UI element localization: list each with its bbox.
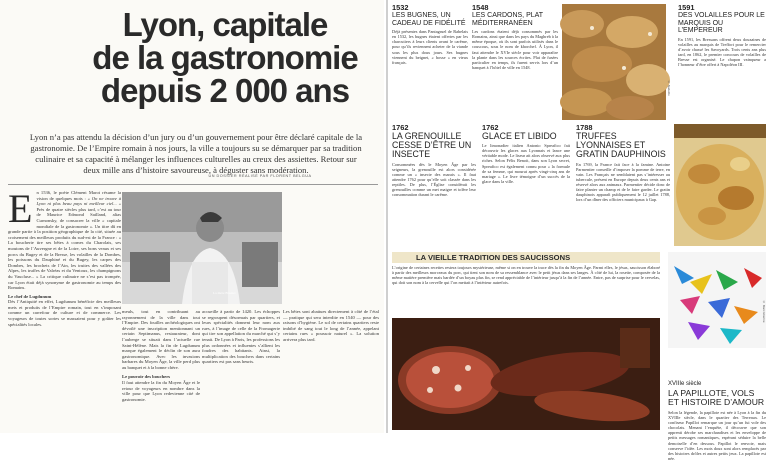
box-text: Déjà présentes dans Pantagruel de Rabelais en 1532, les bugnes étaient offertes par les charcutiers à leurs clients avant le carême, pour qu’ils reviennent acheter de la viande sous les plus doux jours. Ses bugnes viennent du beignet, « bosse » en vieux français.: [392, 29, 468, 65]
mere-brazier-photo: [122, 192, 282, 304]
bugnes-photo: [562, 4, 666, 120]
box-text: En 1769, la France fait face à la famine. Antoine Parmentier conseille d’imposer la pomme de terre, en vain. Les Français ne semblaient pas s’intéresser au tubercule, présent en Europe depuis deux cents ans et réservé alors aux animaux. Parmentier décide donc de faire planter un champ et de le faire garder. Le gratin dauphinois apparaît publiquement le 12 juillet 1788, lors d’un dîner des officiers municipaux à Gap.: [576, 161, 670, 203]
box-title: DES VOLAILLES POUR LE MARQUIS OU L’EMPEREUR: [678, 12, 765, 35]
papillote-title: LA PAPILLOTE, VOLS ET HISTOIRE D’AMOUR: [668, 388, 765, 407]
box-glace: [482, 124, 570, 243]
subheading: Le chef de Lugdunum: [8, 293, 52, 299]
box-title: TRUFFES LYONNAISES ET GRATIN DAUPHINOIS: [576, 131, 666, 160]
subheading-text: Dès l’Antiquité en effet, Lugdunum bénéficie des meilleurs mets et produits de l’Empire romain, tout en s’imposant comme un carrefour de culture et de commerce. Les voyageurs de toutes sortes se massaient pour y goûter les spécialités locales.: [8, 299, 121, 327]
papillote-photo: [668, 252, 766, 348]
left-page: [0, 0, 384, 433]
box-bugnes: [392, 4, 468, 137]
box-year: 1762: [392, 123, 409, 132]
box-text: Les cardons étaient déjà consommés par les Romains, ainsi que dans les pays du Maghreb à la même époque, où ils sont parfois utilisés dans le couscous, sous le nom de khorchef. À Lyon, il faut attendre le XVIe siècle pour voir apparaître la plante dans les sources écrites. Plat de fusées particulier en temps, ils furent servis lors d’un banquet à l’hôtel de ville en 1548.: [472, 29, 558, 70]
column-2-text: meuls, tout en contribuant au rayonnement de la ville dans tout l’Empire. Des fouilles archéologiques ont dévoilé une inscription mentionnant un certain Septimanus, restaurateur, dont l’auberge se situait dans l’actuelle rue Saint-Hélène. Mais la fin de Lugdunum marque également le déclin de son aura gastronomique. Avec les invasions barbares du Moyen Âge, la ville perd plus au banquet et à la bonne chère.: [122, 309, 200, 370]
box-volailles: [678, 4, 766, 127]
saucisson-photo: [392, 318, 660, 430]
quote-text: « On ne trouve à Lyon ni plus beau pays ni meilleur ciel... »: [36, 195, 122, 207]
headline-line-3: depuis 2 000 ans: [100, 72, 350, 109]
photo-caption: La mère Brazier: [213, 291, 236, 295]
right-page: [388, 0, 770, 461]
photo-credit: © Marc Etienne: [762, 300, 766, 323]
page-headline: [70, 8, 380, 107]
article-column-1: [8, 186, 122, 430]
box-title: LES CARDONS, PLAT MÉDITERRANÉEN: [472, 12, 543, 27]
box-year: 1548: [472, 3, 489, 12]
box-title: LA GRENOUILLE CESSE D’ÊTRE UN INSECTE: [392, 131, 472, 160]
saucisson-title: LA VIEILLE TRADITION DES SAUCISSONS: [392, 252, 660, 263]
body-text: Près de quatre siècles plus tard, c’est au tour de Maurice Edmond Sailland, alias Curnonsky, de consacrer la ville « capitale mondiale de la gastronomie ». Un titre dû en grande partie à la position géographique de la cité, située au croisement des meilleurs produits du sud-est de la France : « La boucherie tire ses bêtes à cornes du Charolais, ses moutons de l’Auvergne et de la Loire, ses bons veaux et ses porcs du Bugey et de la Bresse, les volailles de la Dombes, les poissons du Dauphiné et du Bugey, les carpes des Dombes, les brochets de l’Ain, les truites des vallées des Alpes, les truffes de Valréas et du Ventoux, les champignons du Vaucluse... » La critique culinaire ne s’est pas trompée, car Lyon était déjà synonyme de gastronomie au temps des Romains.: [8, 206, 121, 291]
box-cardons: [472, 4, 558, 127]
author-credit: UN DOSSIER RÉALISÉ PAR FLORENT BELGUA: [208, 174, 312, 178]
box-year: 1532: [392, 3, 409, 12]
box-text: Le limonadier italien Antonio Spreafico fait découvrir les glaces aux Lyonnais et lance une véritable mode. Le liseur ait alors observé aux plus riches. Selon Félix Benoit, dans son Lyon secret, Spreafico est également connu pour « la formule de sa femme, qui mourut après vingt-cinq ans de mariage ». Le livre témoigne d’un succès de la glace dans la ville.: [482, 143, 570, 184]
papillote-century: XVIIIe siècle: [668, 381, 702, 387]
photo-credit: © Nabeillo: [667, 80, 671, 96]
divider: [8, 184, 378, 185]
drop-cap: E: [8, 186, 33, 231]
box-truffes: [576, 124, 670, 258]
subheading-bouchers-text: Il faut attendre la fin du Moyen Âge et le retour de voyageurs en nombre dans la ville pour que Lyon redevienne cité de gastronomie.: [122, 380, 200, 402]
box-year: 1591: [678, 3, 695, 12]
box-year: 1762: [482, 123, 499, 132]
papillote-text: Selon la légende, la papillote est née à Lyon à la fin du XVIIIe siècle, dans le quartier des Terreaux. Le confiseur Papillot remarque un jour qu’un fui vole des chocolats. Menant l’enquête, il découvre que son apprenti dérobe ses marchandises et les enveloppe de petits messages romantiques, espérant séduire la belle demoiselle d’en dessous. Papillot le renvoie, mais conserve l’idée. Les mots doux sont alors remplacés par des histoires drôles et autres petits jeux. La papillote est née.: [668, 410, 766, 461]
gratin-photo: [674, 124, 766, 246]
saucisson-text: L’origine de certaines recettes restera toujours mystérieuse, même si on en trouve la trace dès la fin du Moyen Âge. Parmi elles, le jésus, saucisson élaboré à partir des meilleurs morceaux du porc, qui tient son nom de sa ressemblance avec le petit jésus dans ses langes. À côté de lui, la rosette, composée de la même matière première mais bardée d’un boyau plus fin, se rend appréciable de l’intérieur jusqu’à la fin de l’année. Entre, pas de surprise pour le cervelas, qui doit son nom à la cervelle qui l’on mettait à l’intérieur autrefois.: [392, 265, 660, 286]
lead-text: n 1536, le poète Clément Marot résume la vision de quelques mots :: [36, 190, 121, 201]
intro-paragraph: Lyon n’a pas attendu la décision d’un jury ou d’un gouvernement pour être déclaré capitale de la gastronomie. De l’Empire romain à nos jours, la ville a toujours su se démarquer par sa tradition culinaire et sa capacité à mélanger les influences culturelles au creux des assiettes. Retour sur deux mille ans d’histoire savoureuse, à déguster sans modération.: [29, 132, 363, 175]
headline-line-1: Lyon, capitale: [122, 6, 328, 43]
box-title: LES BUGNES, UN CADEAU DE FIDÉLITÉ: [392, 12, 466, 27]
article-column-4: Les bêtes sont abattues directement à côté de l’étal — pratique qui sera interdite en 1540 — pour des raisons d’hygiène. Le sol de certains quartiers reste imbibé de sang tout le long de l’année, appelant certains rues « poussoir naturel ». La solution arrivera plus tard.: [283, 309, 379, 342]
headline-line-2: de la gastronomie: [92, 39, 358, 76]
box-title: GLACE ET LIBIDO: [482, 131, 557, 141]
box-text: En 1591, les Bressans offrent deux douzaines de volailles au marquis de Treffort pour le remercier d’avoir chassé les Savoyards. Trois cents ans plus tard, en 1862, le premier concours de volailles de Bresse est organisé. Le chapon vainqueur a l’honneur d’être offert à Napoléon III.: [678, 36, 766, 68]
subheading-bouchers: Le pouvoir des bouchers: [122, 373, 171, 379]
article-column-2: [122, 309, 200, 429]
box-grenouille: [392, 124, 476, 246]
box-text: Consommées dès le Moyen Âge par les seigneurs, la grenouille est alors considérée comme un « insecte des marais ». Il faut attendre 1762 pour qu’elle soit classée dans les reptiles. De plus, l’Église considérait les grenouilles comme un met maigre et tolère leur consommation durant le carême.: [392, 161, 476, 198]
box-year: 1788: [576, 123, 593, 132]
article-column-3: accueille à partir de 1420. Les échoppes se regroupent désormais par quartiers, et leurs spécialités donnent leur nom aux rues, à l’image de celle de la Fromagerie qui tire son appellation du marché qui s’y tenait. De Lyon à Paris, les professions les plus ordonnées et influentes s’allient les foudres des habitants. Ainsi, la multiplication des bouchers dans certains quartiers est pas sans heurts.: [202, 309, 280, 365]
